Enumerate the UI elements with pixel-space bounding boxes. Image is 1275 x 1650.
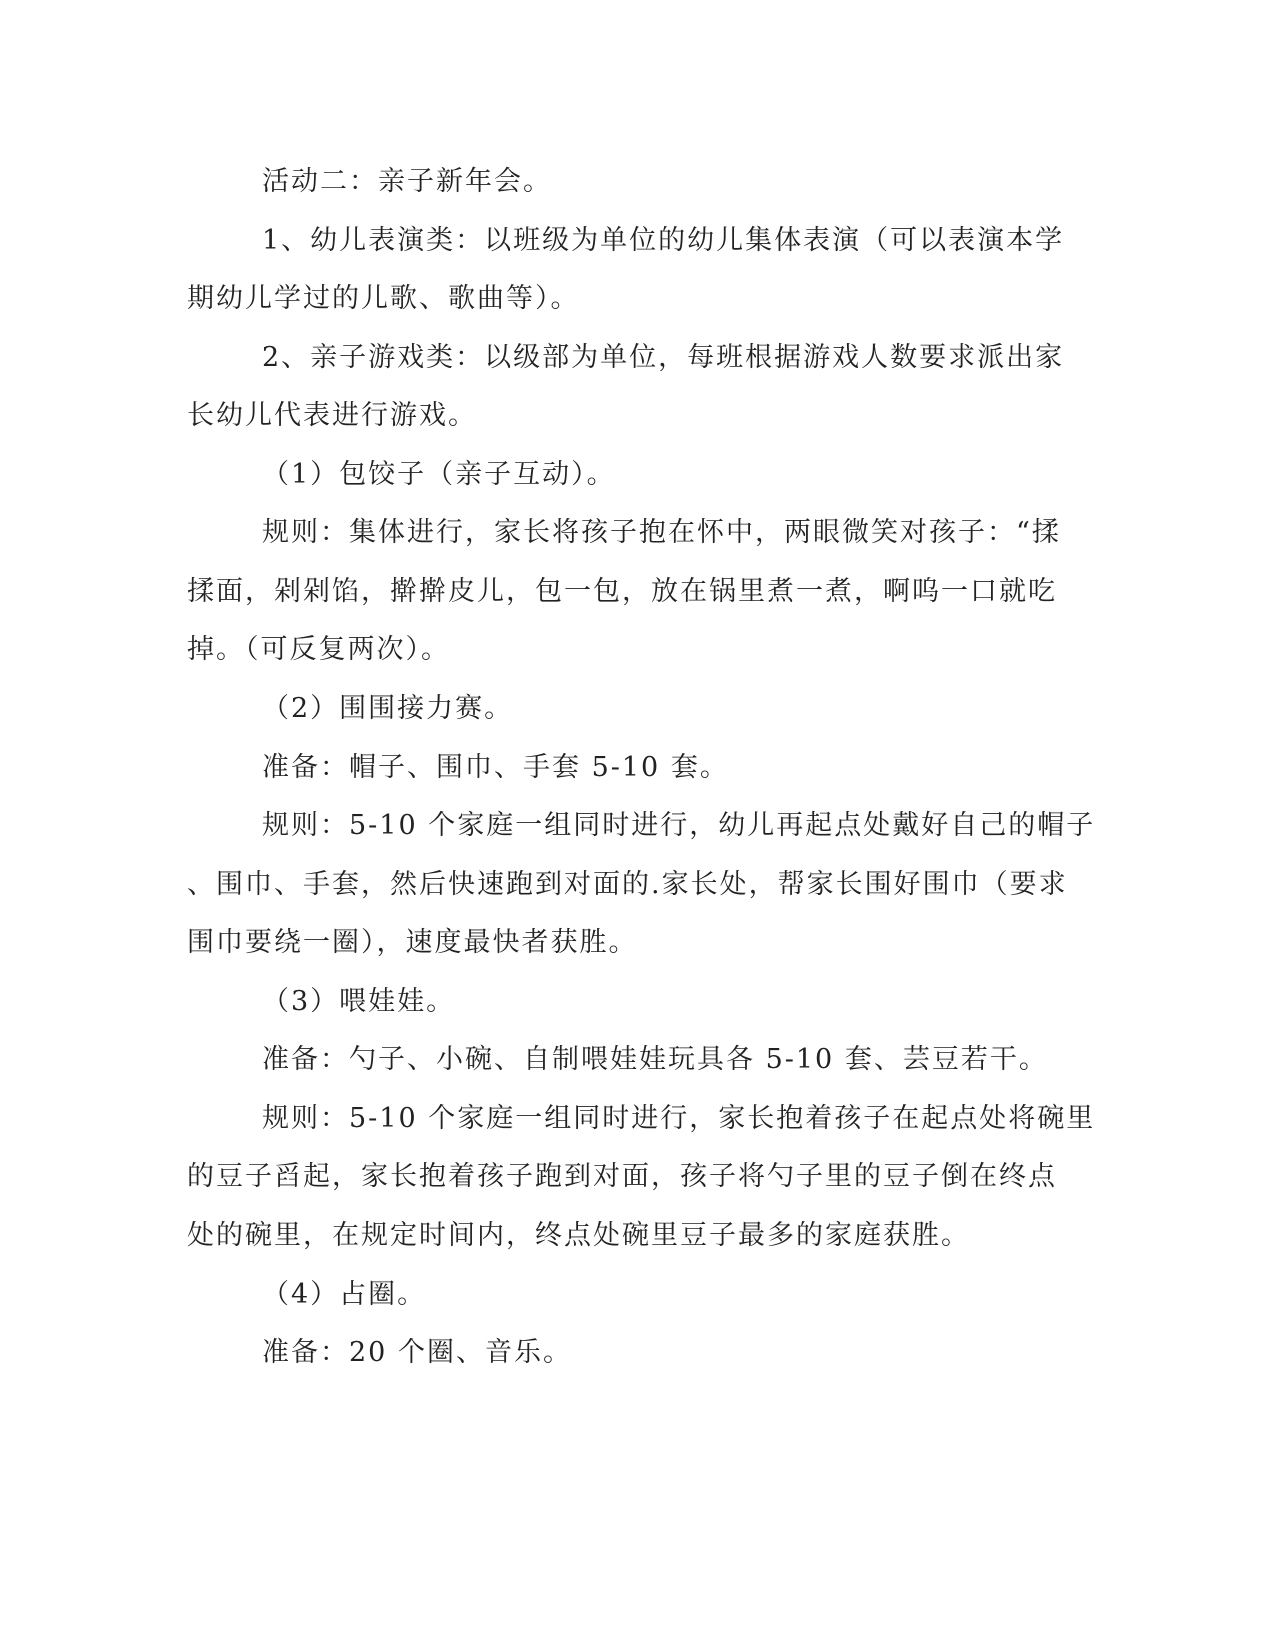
paragraph-line: 准备：勺子、小碗、自制喂娃娃玩具各 5-10 套、芸豆若干。 [262, 1044, 1048, 1075]
paragraph-line: 的豆子舀起，家长抱着孩子跑到对面，孩子将勺子里的豆子倒在终点 [187, 1161, 1057, 1192]
game-heading: （4）占圈。 [262, 1279, 427, 1310]
paragraph-line: 期幼儿学过的儿歌、歌曲等）。 [187, 283, 580, 314]
paragraph-line: 长幼儿代表进行游戏。 [187, 400, 477, 431]
paragraph-line: 准备：帽子、围巾、手套 5-10 套。 [262, 752, 729, 783]
paragraph-line: 规则：5-10 个家庭一组同时进行，家长抱着孩子在起点处将碗里 [262, 1103, 1096, 1134]
paragraph-line: 1、幼儿表演类：以班级为单位的幼儿集体表演（可以表演本学 [262, 225, 1065, 256]
game-heading: （1）包饺子（亲子互动）。 [262, 459, 616, 490]
game-heading: （3）喂娃娃。 [262, 986, 456, 1017]
paragraph-line: 揉面，剁剁馅，擀擀皮儿，包一包，放在锅里煮一煮，啊呜一口就吃 [187, 576, 1057, 607]
game-heading: （2）围围接力赛。 [262, 693, 514, 724]
paragraph-line: 规则：5-10 个家庭一组同时进行，幼儿再起点处戴好自己的帽子 [262, 810, 1096, 841]
paragraph-line: 围巾要绕一圈），速度最快者获胜。 [187, 927, 638, 958]
paragraph-line: 2、亲子游戏类：以级部为单位，每班根据游戏人数要求派出家 [262, 342, 1065, 373]
paragraph-line: 掉。（可反复两次）。 [187, 634, 450, 665]
activity-heading: 活动二：亲子新年会。 [262, 166, 552, 197]
paragraph-line: 、围巾、手套，然后快速跑到对面的.家长处，帮家长围好围巾（要求 [187, 869, 1068, 900]
paragraph-line: 处的碗里，在规定时间内，终点处碗里豆子最多的家庭获胜。 [187, 1220, 970, 1251]
paragraph-line: 准备：20 个圈、音乐。 [262, 1337, 572, 1368]
paragraph-line: 规则：集体进行，家长将孩子抱在怀中，两眼微笑对孩子：“揉 [262, 517, 1061, 548]
